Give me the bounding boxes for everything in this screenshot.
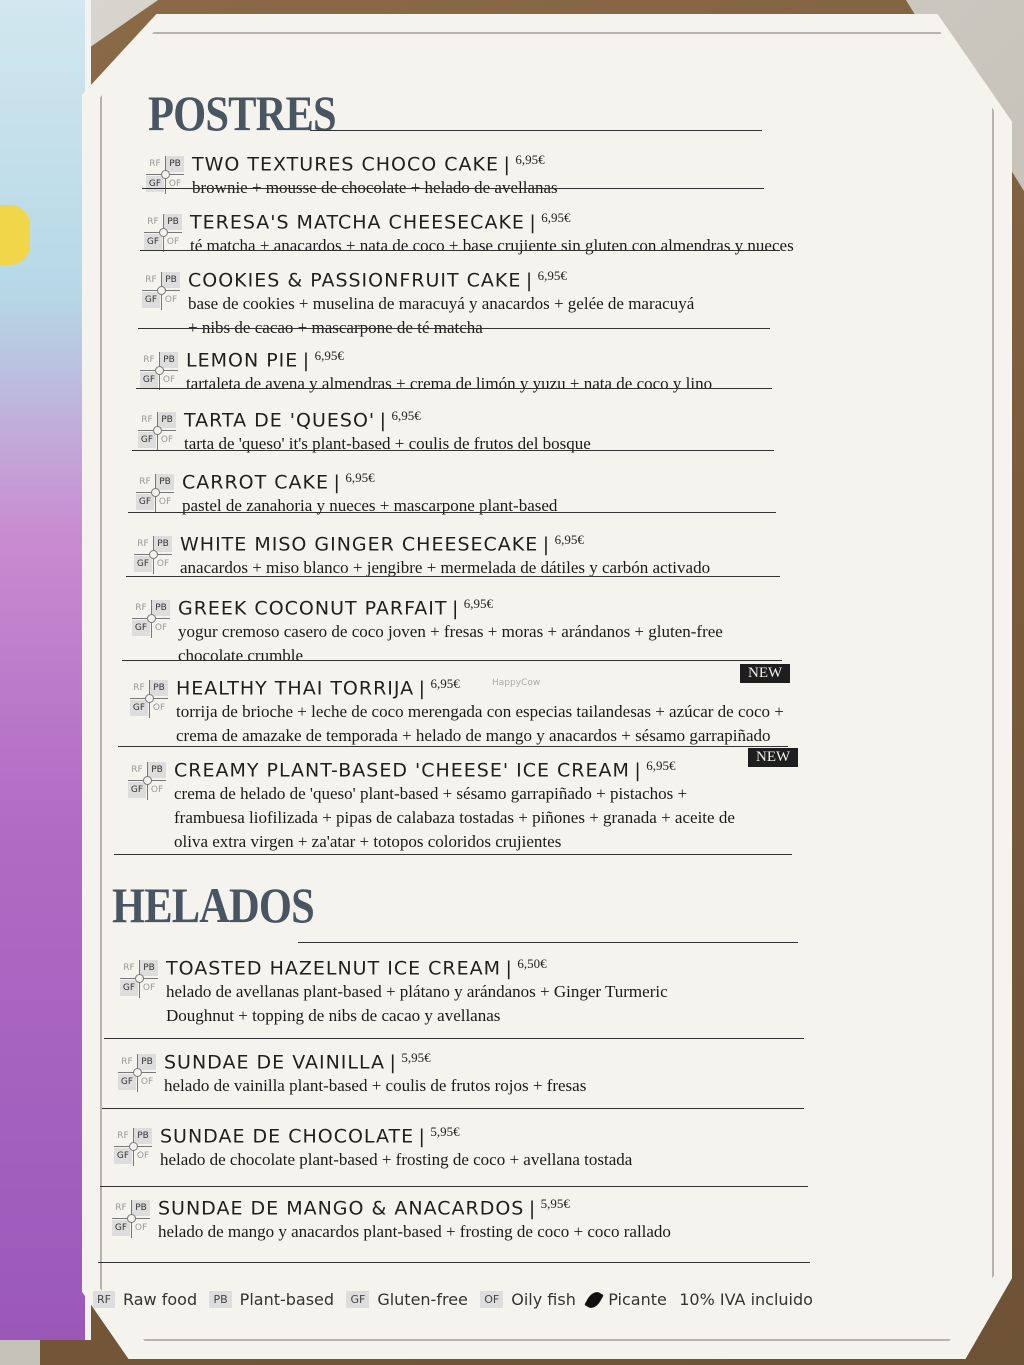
item-price: 5,95€ bbox=[540, 1196, 570, 1211]
item-description: helado de vainilla plant-based + coulis de frutos rojos + fresas bbox=[164, 1076, 587, 1096]
badge-pb: PB bbox=[150, 680, 168, 696]
item-name: WHITE MISO GINGER CHEESECAKE bbox=[180, 533, 539, 556]
postres-title: POSTRES bbox=[148, 85, 336, 141]
badge-of: OF bbox=[140, 1077, 154, 1087]
badge-of: OF bbox=[164, 295, 178, 305]
new-badge: NEW bbox=[740, 664, 790, 683]
badge-of: OF bbox=[156, 559, 170, 569]
item-description: helado de avellanas plant-based + plátano y arándanos + Ginger Turmeric bbox=[166, 982, 668, 1002]
item-price: 6,95€ bbox=[463, 596, 494, 611]
legend-picante-label: Picante bbox=[608, 1290, 667, 1309]
legend-pb-label: Plant-based bbox=[239, 1290, 335, 1309]
item-divider bbox=[132, 450, 774, 451]
badge-rf: RF bbox=[149, 159, 161, 169]
item-name: LEMON PIE bbox=[186, 349, 299, 372]
diet-badge-icon bbox=[128, 762, 166, 800]
badge-rf: RF bbox=[121, 1057, 133, 1067]
item-price: 5,95€ bbox=[401, 1050, 431, 1065]
badge-pb: PB bbox=[134, 1128, 152, 1144]
badge-pb: PB bbox=[164, 214, 182, 230]
price-separator: | bbox=[379, 409, 387, 432]
item-description: helado de chocolate plant-based + frosting de coco + avellana tostada bbox=[160, 1150, 633, 1170]
badge-gf: GF bbox=[114, 1148, 132, 1164]
legend-gluten-free bbox=[346, 1290, 467, 1309]
menu-item bbox=[114, 1196, 858, 1243]
diet-badge-icon bbox=[134, 536, 172, 574]
item-name: SUNDAE DE CHOCOLATE bbox=[160, 1125, 415, 1148]
item-price: 6,95€ bbox=[554, 532, 584, 547]
badge-pb: PB bbox=[132, 1200, 150, 1216]
badge-pb: PB bbox=[160, 352, 178, 368]
item-name: TARTA DE 'QUESO' bbox=[184, 409, 376, 432]
badge-rf: RF bbox=[145, 275, 157, 285]
menu-item bbox=[134, 596, 878, 667]
item-price: 6,95€ bbox=[345, 470, 375, 485]
badge-pb: PB bbox=[138, 1054, 156, 1070]
price-separator: | bbox=[333, 471, 341, 494]
diet-badge-icon bbox=[144, 214, 182, 252]
legend-pb-code: PB bbox=[209, 1291, 231, 1308]
badge-rf: RF bbox=[143, 355, 155, 365]
happycow-watermark: HappyCow bbox=[492, 678, 541, 688]
badge-pb: PB bbox=[158, 412, 176, 428]
helados-title-rule bbox=[298, 942, 798, 943]
badge-pb: PB bbox=[154, 536, 172, 552]
menu-item bbox=[136, 532, 880, 579]
item-divider bbox=[118, 746, 788, 747]
diet-badge-icon bbox=[136, 474, 174, 512]
item-divider bbox=[138, 328, 770, 329]
price-separator: | bbox=[505, 957, 513, 980]
diet-badge-icon bbox=[132, 600, 170, 638]
badge-pb: PB bbox=[156, 474, 174, 490]
diet-badge-icon bbox=[114, 1128, 152, 1166]
badge-of: OF bbox=[150, 785, 164, 795]
diet-badge-icon bbox=[130, 680, 168, 718]
item-description: oliva extra virgen + za'atar + totopos coloridos crujientes bbox=[174, 832, 562, 852]
postres-title-rule bbox=[310, 130, 762, 131]
badge-gf: GF bbox=[120, 980, 138, 996]
diet-badge-icon bbox=[112, 1200, 150, 1238]
menu-item bbox=[130, 758, 874, 853]
item-name: HEALTHY THAI TORRIJA bbox=[176, 677, 415, 700]
item-divider bbox=[102, 1108, 804, 1109]
price-separator: | bbox=[634, 759, 642, 782]
item-price: 6,95€ bbox=[430, 676, 460, 691]
side-decoration bbox=[0, 205, 30, 265]
badge-of: OF bbox=[154, 623, 168, 633]
legend-oily-fish bbox=[480, 1290, 576, 1309]
item-name: TWO TEXTURES CHOCO CAKE bbox=[192, 153, 499, 176]
item-divider bbox=[100, 1186, 808, 1187]
item-price: 6,95€ bbox=[314, 348, 344, 363]
item-description: crema de helado de 'queso' plant-based + sésamo garrapiñado + pistachos + bbox=[174, 784, 688, 804]
badge-gf: GF bbox=[142, 292, 160, 308]
legend-iva-label: 10% IVA incluido bbox=[679, 1290, 813, 1309]
item-description: Doughnut + topping de nibs de cacao y avellanas bbox=[166, 1006, 501, 1026]
menu-item bbox=[140, 408, 884, 455]
diet-badge-icon bbox=[138, 412, 176, 450]
menu-item bbox=[116, 1124, 860, 1171]
badge-rf: RF bbox=[117, 1131, 129, 1141]
item-description: tartaleta de avena y almendras + crema de limón y yuzu + nata de coco y lino bbox=[186, 374, 713, 394]
badge-of: OF bbox=[152, 703, 166, 713]
item-description: crema de amazake de temporada + helado de mango y anacardos + sésamo garrapiñado bbox=[176, 726, 771, 746]
badge-rf: RF bbox=[141, 415, 153, 425]
badge-pb: PB bbox=[140, 960, 158, 976]
badge-gf: GF bbox=[146, 176, 164, 192]
badge-of: OF bbox=[166, 237, 180, 247]
item-divider bbox=[128, 512, 776, 513]
badge-of: OF bbox=[160, 435, 174, 445]
item-price: 6,95€ bbox=[537, 268, 567, 283]
item-price: 6,95€ bbox=[646, 758, 676, 773]
badge-of: OF bbox=[142, 983, 156, 993]
badge-rf: RF bbox=[131, 765, 143, 775]
item-description: chocolate crumble bbox=[178, 646, 304, 666]
badge-rf: RF bbox=[133, 683, 145, 693]
item-price: 6,50€ bbox=[517, 956, 547, 971]
item-description: anacardos + miso blanco + jengibre + mermelada de dátiles y carbón activado bbox=[180, 558, 711, 578]
badge-rf: RF bbox=[135, 603, 147, 613]
price-separator: | bbox=[418, 1125, 426, 1148]
item-description: pastel de zanahoria y nueces + mascarpone plant-based bbox=[182, 496, 558, 516]
badge-rf: RF bbox=[115, 1203, 127, 1213]
legend-of-label: Oily fish bbox=[511, 1290, 576, 1309]
item-price: 6,95€ bbox=[541, 210, 571, 225]
badge-of: OF bbox=[134, 1223, 148, 1233]
item-name: CREAMY PLANT-BASED 'CHEESE' ICE CREAM bbox=[174, 759, 630, 782]
badge-of: OF bbox=[136, 1151, 150, 1161]
diet-badge-icon bbox=[140, 352, 178, 390]
diet-badge-icon bbox=[142, 272, 180, 310]
badge-of: OF bbox=[168, 179, 182, 189]
price-separator: | bbox=[528, 1197, 537, 1220]
legend-gf-code: GF bbox=[346, 1291, 369, 1308]
badge-rf: RF bbox=[139, 477, 151, 487]
badge-gf: GF bbox=[136, 494, 154, 510]
badge-pb: PB bbox=[152, 600, 170, 616]
badge-gf: GF bbox=[118, 1074, 136, 1090]
price-separator: | bbox=[302, 349, 311, 372]
menu-item bbox=[148, 152, 892, 199]
menu-item bbox=[120, 1050, 864, 1097]
adjacent-menu-page bbox=[0, 0, 91, 1340]
legend-rf-code: RF bbox=[93, 1291, 115, 1308]
badge-rf: RF bbox=[123, 963, 135, 973]
item-price: 5,95€ bbox=[430, 1124, 460, 1139]
badge-gf: GF bbox=[144, 234, 162, 250]
item-divider bbox=[114, 854, 792, 855]
diet-badge-icon bbox=[120, 960, 158, 998]
item-description: yogur cremoso casero de coco joven + fresas + moras + arándanos + gluten-free bbox=[178, 622, 723, 642]
chili-icon bbox=[585, 1289, 604, 1311]
price-separator: | bbox=[525, 269, 534, 292]
item-name: SUNDAE DE MANGO & ANACARDOS bbox=[158, 1197, 525, 1220]
item-description: base de cookies + muselina de maracuyá y anacardos + gelée de maracuyá bbox=[188, 294, 695, 314]
item-divider bbox=[142, 188, 764, 189]
item-divider bbox=[98, 1262, 810, 1263]
item-description: brownie + mousse de chocolate + helado de avellanas bbox=[192, 178, 558, 198]
item-description: torrija de brioche + leche de coco merengada con especias tailandesas + azúcar de coco + bbox=[176, 702, 784, 722]
legend-rf-label: Raw food bbox=[122, 1290, 198, 1309]
item-description: té matcha + anacardos + nata de coco + base crujiente sin gluten con almendras y nueces bbox=[190, 236, 794, 256]
badge-gf: GF bbox=[128, 782, 146, 798]
badge-pb: PB bbox=[148, 762, 166, 778]
legend-picante bbox=[588, 1290, 667, 1309]
new-badge: NEW bbox=[748, 748, 798, 767]
badge-gf: GF bbox=[138, 432, 156, 448]
item-name: CARROT CAKE bbox=[182, 471, 329, 494]
legend-raw-food bbox=[93, 1290, 197, 1309]
price-separator: | bbox=[503, 153, 511, 176]
legend-of-code: OF bbox=[480, 1291, 503, 1308]
badge-gf: GF bbox=[112, 1220, 130, 1236]
item-name: TERESA'S MATCHA CHEESECAKE bbox=[190, 211, 525, 234]
legend-gf-label: Gluten-free bbox=[377, 1290, 468, 1309]
item-divider bbox=[140, 250, 780, 251]
helados-title: HELADOS bbox=[112, 877, 314, 933]
price-separator: | bbox=[542, 533, 551, 556]
badge-gf: GF bbox=[130, 700, 148, 716]
badge-pb: PB bbox=[162, 272, 180, 288]
item-name: COOKIES & PASSIONFRUIT CAKE bbox=[188, 269, 522, 292]
item-price: 6,95€ bbox=[391, 408, 421, 423]
item-name: SUNDAE DE VAINILLA bbox=[164, 1051, 385, 1074]
item-divider bbox=[122, 660, 782, 661]
item-name: GREEK COCONUT PARFAIT bbox=[178, 597, 448, 620]
price-separator: | bbox=[389, 1051, 397, 1074]
legend-iva bbox=[679, 1290, 813, 1309]
menu-item bbox=[122, 956, 866, 1027]
diet-badge-icon bbox=[118, 1054, 156, 1092]
badge-gf: GF bbox=[132, 620, 150, 636]
item-description: tarta de 'queso' it's plant-based + coulis de frutos del bosque bbox=[184, 434, 591, 454]
item-divider bbox=[136, 388, 772, 389]
legend bbox=[93, 1290, 813, 1309]
badge-gf: GF bbox=[140, 372, 158, 388]
item-price: 6,95€ bbox=[515, 152, 545, 167]
badge-of: OF bbox=[158, 497, 172, 507]
item-description: frambuesa liofilizada + pipas de calabaza tostadas + piñones + granada + aceite de bbox=[174, 808, 735, 828]
badge-rf: RF bbox=[147, 217, 159, 227]
item-description: helado de mango y anacardos plant-based + frosting de coco + coco rallado bbox=[158, 1222, 671, 1242]
item-name: TOASTED HAZELNUT ICE CREAM bbox=[166, 957, 502, 980]
item-description: + nibs de cacao + mascarpone de té matcha bbox=[188, 318, 483, 338]
item-divider bbox=[104, 1038, 804, 1039]
item-divider bbox=[126, 576, 780, 577]
badge-pb: PB bbox=[166, 156, 184, 172]
price-separator: | bbox=[529, 211, 537, 234]
badge-of: OF bbox=[162, 375, 176, 385]
menu-item bbox=[138, 470, 882, 517]
legend-plant-based bbox=[209, 1290, 334, 1309]
price-separator: | bbox=[451, 597, 460, 620]
badge-rf: RF bbox=[137, 539, 149, 549]
price-separator: | bbox=[418, 677, 427, 700]
badge-gf: GF bbox=[134, 556, 152, 572]
